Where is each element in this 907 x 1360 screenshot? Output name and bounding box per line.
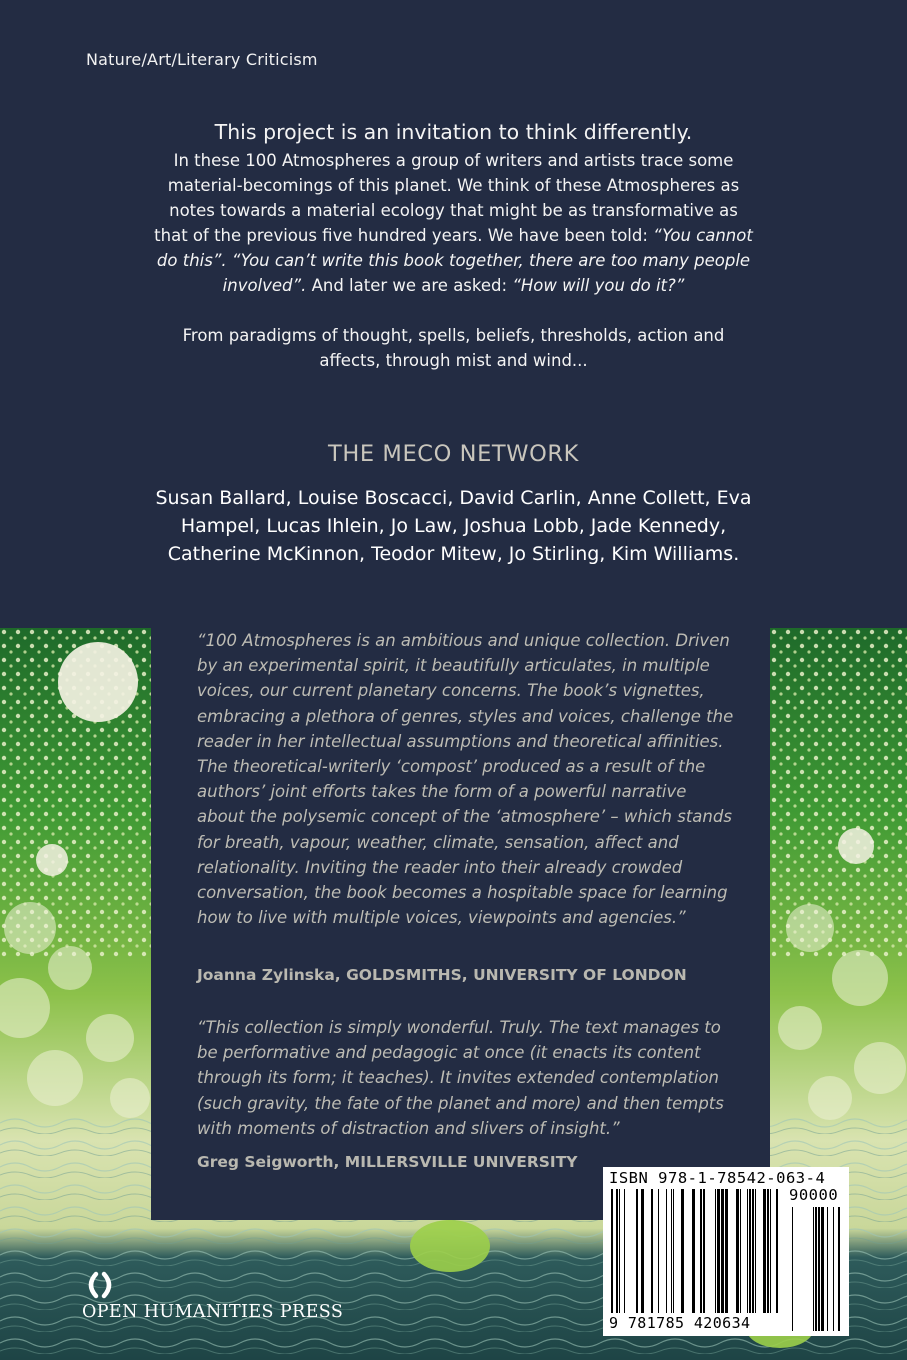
- intro-paragraph: [150, 148, 757, 298]
- ean-digits: 9 781785 420634: [609, 1314, 751, 1332]
- barcode-bar: [619, 1189, 620, 1313]
- barcode-bar: [692, 1189, 695, 1313]
- addon-bar: [792, 1207, 793, 1331]
- barcode-bar: [641, 1189, 644, 1313]
- intro-quote-2: “How will you do it?”: [512, 276, 685, 295]
- isbn-label: ISBN 978-1-78542-063-4: [609, 1169, 826, 1187]
- barcode-bar: [715, 1189, 716, 1313]
- barcode-bar: [776, 1189, 778, 1313]
- barcode-bar: [651, 1189, 653, 1313]
- isbn-barcode: [603, 1167, 849, 1336]
- open-parentheses-logo-icon: [82, 1271, 118, 1299]
- barcode-bar: [681, 1189, 684, 1313]
- barcode-bar: [636, 1189, 638, 1313]
- barcode-bar: [736, 1189, 739, 1313]
- blurb-quote-1: “100 Atmospheres is an ambitious and unique collection. Driven by an experimental spirit, it beautifully articulates, in multiple voices, our current planetary concerns. The book’s vignettes, embracing a plethora of genres, styles and voices, challenge the reader in her intellectual assumptions and theoretical affinities. The theoretical-writerly ‘compost’ produced as a result of the authors’ joint efforts takes the form of a powerful narrative about the polysemic concept of the ‘atmosphere’ – which stands for breath, vapour, weather, climate, sensation, affect and relationality. Inviting the reader into their already crowded conversation, the book becomes a hospitable space for learning how to live with multiple voices, viewpoints and agencies.”: [197, 631, 734, 928]
- intro-text-a: In these 100 Atmospheres a group of writers and artists trace some material-becomings of this planet. We think of these Atmospheres as notes towards a material ecology that might be as transformative as that of the previous five hundred years. We have been told:: [154, 151, 740, 245]
- network-members: Susan Ballard, Louise Boscacci, David Carlin, Anne Collett, Eva Hampel, Lucas Ihlein, Jo Law, Joshua Lobb, Jade Kennedy, Catherine McKinnon, Teodor Mitew, Jo Stirling, Kim Williams.: [155, 487, 752, 565]
- intro-paragraph-2: From paradigms of thought, spells, beliefs, thresholds, action and affects, through mist and wind...: [182, 326, 725, 370]
- blurb-panel: [151, 628, 770, 1220]
- addon-digits: 90000: [789, 1186, 839, 1204]
- barcode-bar: [671, 1189, 672, 1313]
- publisher-name: OPEN HUMANITIES PRESS: [82, 1302, 344, 1322]
- barcode-bar: [611, 1189, 613, 1313]
- barcode-bar: [658, 1189, 659, 1313]
- blurb-quote-2: “This collection is simply wonderful. Truly. The text manages to be performative and pedagogic at once (it enacts its content through its form; it teaches). It invites extended contemplation (such gravity, the fate of the planet and more) and then tempts with moments of distraction and slivers of insight.”: [197, 1018, 724, 1138]
- barcode-bar: [770, 1189, 771, 1313]
- intro-lead: This project is an invitation to think differently.: [214, 120, 693, 144]
- barcode-bar: [725, 1189, 728, 1313]
- barcode-bar: [763, 1189, 766, 1313]
- barcode-bar: [717, 1189, 720, 1313]
- barcode-bar: [749, 1189, 751, 1313]
- addon-bar: [818, 1207, 820, 1331]
- barcode-bar: [752, 1189, 754, 1313]
- barcode-bar: [624, 1189, 625, 1313]
- intro-blurb: [150, 118, 757, 373]
- blurb-attribution-1: Joanna Zylinska, GOLDSMITHS, UNIVERSITY OF LONDON: [197, 966, 687, 984]
- intro-quote-1: “You cannot do this”. “You can’t write this book together, there are too many people involved”.: [156, 226, 753, 295]
- blurb-attribution-2: Greg Seigworth, MILLERSVILLE UNIVERSITY: [197, 1153, 578, 1171]
- barcode-bar: [703, 1189, 705, 1313]
- barcode-bar: [740, 1189, 741, 1313]
- addon-bar: [827, 1207, 828, 1331]
- barcode-bar: [767, 1189, 769, 1313]
- addon-bar: [813, 1207, 814, 1331]
- barcode-bar: [616, 1189, 618, 1313]
- barcode-bar: [700, 1189, 702, 1313]
- intro-text-b: And later we are asked:: [306, 276, 513, 295]
- barcode-bar: [747, 1189, 748, 1313]
- category-label: Nature/Art/Literary Criticism: [86, 50, 318, 69]
- barcode-bar: [721, 1189, 724, 1313]
- barcode-bar: [666, 1189, 667, 1313]
- barcode-bars: [603, 1167, 849, 1336]
- addon-bar: [833, 1207, 834, 1331]
- network-title: THE MECO NETWORK: [328, 441, 579, 467]
- barcode-bar: [755, 1189, 756, 1313]
- addon-bar: [838, 1207, 840, 1331]
- barcode-bar: [673, 1189, 674, 1313]
- addon-bar: [815, 1207, 817, 1331]
- addon-bar: [821, 1207, 824, 1331]
